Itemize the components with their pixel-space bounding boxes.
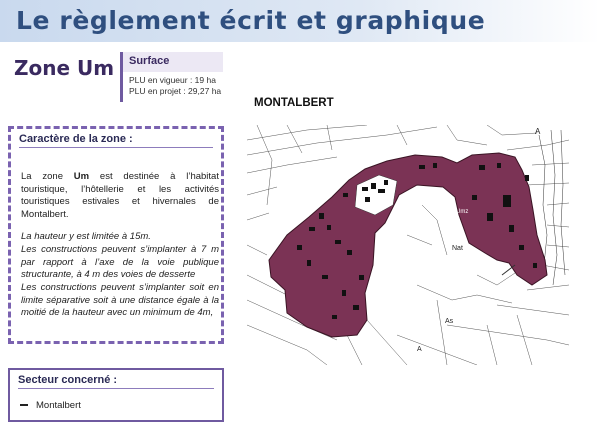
- zone-title: Zone Um: [14, 56, 115, 80]
- surface-box: [120, 52, 223, 102]
- map-svg: [247, 125, 569, 365]
- page-title: Le règlement écrit et graphique: [16, 6, 486, 35]
- map-label-nat: Nat: [452, 245, 463, 252]
- caractere-paragraph-1: [21, 171, 219, 221]
- surface-heading: Surface: [123, 52, 223, 72]
- zone-labels: [456, 209, 468, 215]
- caractere-paragraph-2: La hauteur y est limitée à 15m.: [21, 231, 151, 242]
- secteur-heading: Secteur concerné :: [18, 374, 118, 386]
- para1-suffix: est destinée à l’habitat touristique, l’hôtellerie et les activités touristiques estivales et hivernales de Montalbert.: [21, 171, 219, 220]
- surface-current: PLU en vigueur : 19 ha: [129, 75, 216, 85]
- surface-planned: PLU en projet : 29,27 ha: [129, 86, 222, 96]
- secteur-item-label: Montalbert: [36, 400, 81, 411]
- map-label-as: As: [445, 318, 454, 325]
- caractere-heading: Caractère de la zone :: [19, 133, 133, 145]
- zone-code: Um: [73, 171, 90, 182]
- map-label-a-right: A: [417, 346, 422, 353]
- map-label-a-top: A: [535, 127, 541, 136]
- zoning-map: [247, 125, 569, 365]
- caractere-paragraph-4: Les constructions peuvent s’implanter soit en limite séparative soit à une distance égale à la moitié de la hauteur avec un minimum de 4m,: [21, 282, 219, 319]
- map-label-um-small: Umz: [456, 209, 469, 215]
- caractere-divider: [19, 147, 213, 148]
- secteur-item: [20, 400, 81, 411]
- caractere-box: [8, 126, 224, 344]
- page-banner: [0, 0, 600, 42]
- bullet-dash-icon: [20, 404, 28, 406]
- para1-prefix: La zone: [21, 171, 74, 182]
- secteur-divider: [18, 388, 214, 389]
- secteur-box: [8, 368, 224, 422]
- map-title: MONTALBERT: [254, 97, 334, 109]
- caractere-paragraph-3: Les constructions peuvent s’implanter à 7 m par rapport à l’axe de la voie publique structurante, à 4 m des voies de desserte: [21, 244, 219, 281]
